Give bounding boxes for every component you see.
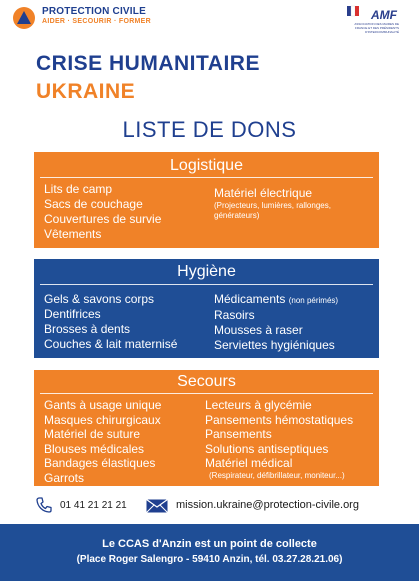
title-liste-de-dons: LISTE DE DONS — [122, 117, 297, 142]
footer-banner — [0, 524, 419, 581]
secours-right-list — [205, 398, 353, 481]
list-item: Mousses à raser — [214, 323, 303, 337]
section-divider — [40, 284, 373, 285]
amf-logo-subtext: ASSOCIATION DES MAIRES DE FRANCE ET DES PRÉSIDENTS D'INTERCOMMUNALITÉ — [354, 22, 399, 34]
org-tagline: AIDER · SECOURIR · FORMER — [42, 18, 151, 25]
footer-address: (Place Roger Salengro - 59410 Anzin, tél. 03.27.28.21.06) — [76, 554, 343, 565]
section-divider — [40, 177, 373, 178]
phone-icon — [36, 497, 52, 513]
list-item: Solutions antiseptiques — [205, 441, 329, 456]
list-item: Pansements hémostatiques — [205, 412, 354, 427]
list-item: Couches & lait maternisé — [44, 337, 178, 351]
list-item: Pansements — [205, 427, 272, 441]
list-item: Matériel électrique — [214, 186, 313, 200]
title-crise-humanitaire: CRISE HUMANITAIRE — [36, 52, 260, 75]
list-item-note: (non périmés) — [288, 296, 339, 305]
list-item: Gants à usage unique — [44, 398, 162, 412]
org-name: PROTECTION CIVILE — [42, 6, 146, 17]
list-item: Rasoirs — [214, 308, 255, 322]
list-item: Gels & savons corps — [44, 292, 155, 306]
list-item: Blouses médicales — [44, 441, 145, 456]
footer-collection-point: Le CCAS d'Anzin est un point de collecte — [102, 538, 317, 550]
list-item-label: Médicaments — [214, 292, 286, 306]
list-item: Masques chirurgicaux — [44, 412, 161, 427]
list-item: Vêtements — [44, 227, 102, 241]
section-title-logistique: Logistique — [170, 157, 243, 174]
list-item: Brosses à dents — [44, 322, 131, 336]
header — [0, 0, 419, 50]
section-title-secours: Secours — [177, 373, 236, 390]
logistique-left-list — [44, 182, 161, 242]
list-item-note: (Projecteurs, lumières, rallonges, générateurs) — [214, 201, 331, 220]
section-hygiene — [34, 259, 379, 358]
secours-left-list — [44, 398, 161, 485]
section-title-hygiene: Hygiène — [177, 263, 236, 280]
hygiene-right-list — [214, 292, 338, 353]
list-item: Matériel de suture — [44, 427, 141, 441]
list-item: Garrots — [44, 470, 85, 485]
section-divider — [40, 393, 373, 394]
list-item: Lecteurs à glycémie — [205, 398, 312, 412]
contact-email[interactable]: mission.ukraine@protection-civile.org — [176, 499, 359, 511]
contact-phone[interactable]: 01 41 21 21 21 — [60, 500, 127, 511]
list-item: Serviettes hygiéniques — [214, 338, 335, 352]
list-item: Sacs de couchage — [44, 197, 143, 211]
section-logistique — [34, 152, 379, 248]
section-secours — [34, 370, 379, 486]
list-item: Couvertures de survie — [44, 212, 162, 226]
logistique-right-list — [214, 186, 364, 221]
mail-icon — [146, 499, 168, 513]
list-item: Dentifrices — [44, 307, 101, 321]
list-item-note: (Respirateur, défibrillateur, moniteur...) — [209, 470, 345, 480]
list-item — [214, 292, 338, 308]
list-item: Lits de camp — [44, 182, 113, 196]
title-ukraine: UKRAINE — [36, 80, 136, 103]
list-item: Bandages élastiques — [44, 456, 156, 470]
hygiene-left-list — [44, 292, 177, 352]
amf-logo-text: AMF — [371, 8, 397, 22]
list-item: Matériel médical — [205, 456, 293, 470]
protection-civile-logo-icon — [12, 6, 36, 30]
